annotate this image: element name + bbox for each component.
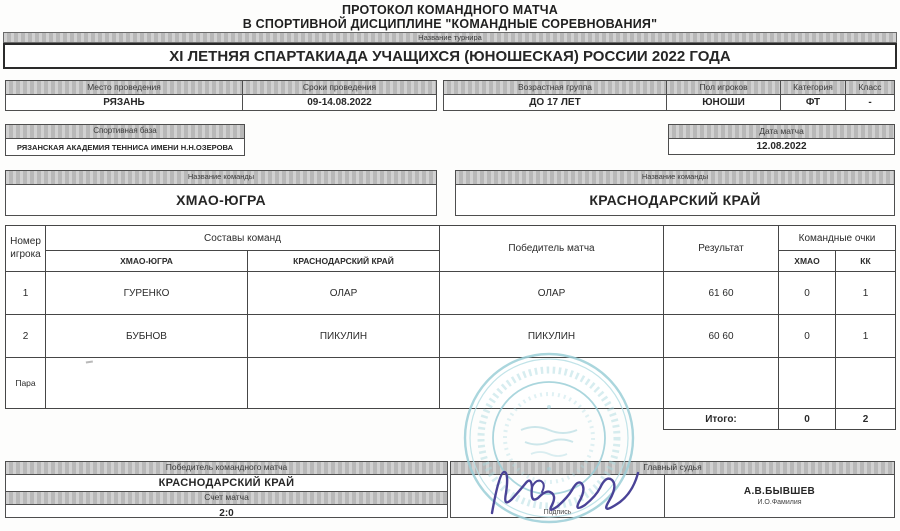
doubles-team1-player bbox=[46, 358, 248, 409]
field-dates bbox=[242, 80, 437, 111]
signature-caption: Подпись bbox=[543, 509, 572, 516]
col-header-team1: ХМАО-ЮГРА bbox=[46, 251, 248, 272]
total-pts-team1: 0 bbox=[779, 409, 836, 430]
field-gender-label: Пол игроков bbox=[667, 81, 780, 95]
match1-result: 61 60 bbox=[664, 272, 779, 315]
document-title-line1: ПРОТОКОЛ КОМАНДНОГО МАТЧА bbox=[341, 3, 559, 17]
team2-label: Название команды bbox=[456, 171, 894, 185]
doubles-winner bbox=[440, 358, 664, 409]
field-venue-city-label: Место проведения bbox=[6, 81, 242, 95]
team-match-winner-block bbox=[5, 461, 448, 518]
team1-box bbox=[5, 170, 437, 216]
match1-pts-team1: 0 bbox=[779, 272, 836, 315]
col-header-lineups: Составы команд bbox=[46, 226, 440, 251]
field-age-group-label: Возрастная группа bbox=[444, 81, 666, 95]
chief-referee-label: Главный судья bbox=[451, 462, 894, 475]
field-class bbox=[845, 80, 895, 111]
venue-value: РЯЗАНСКАЯ АКАДЕМИЯ ТЕННИСА ИМЕНИ Н.Н.ОЗЕРОВА bbox=[6, 139, 244, 155]
match2-team1-player: БУБНОВ bbox=[46, 315, 248, 358]
field-category-label: Категория bbox=[781, 81, 845, 95]
table-row-doubles bbox=[6, 358, 896, 409]
col-header-winner: Победитель матча bbox=[440, 226, 664, 272]
field-venue-city-value: РЯЗАНЬ bbox=[6, 95, 242, 110]
table-row-match2 bbox=[6, 315, 896, 358]
doubles-result bbox=[664, 358, 779, 409]
col-header-result: Результат bbox=[664, 226, 779, 272]
doubles-number: Пара bbox=[6, 358, 46, 409]
team1-name: ХМАО-ЮГРА bbox=[176, 192, 266, 208]
tournament-name: XI ЛЕТНЯЯ СПАРТАКИАДА УЧАЩИХСЯ (ЮНОШЕСКАЯ) РОССИИ 2022 ГОДА bbox=[3, 43, 897, 69]
team-match-winner-label: Победитель командного матча bbox=[6, 462, 447, 475]
total-pts-team2: 2 bbox=[836, 409, 896, 430]
team2-box bbox=[455, 170, 895, 216]
team1-label: Название команды bbox=[6, 171, 436, 185]
col-header-points-team2: КК bbox=[836, 251, 896, 272]
match2-result: 60 60 bbox=[664, 315, 779, 358]
field-class-value: - bbox=[846, 95, 894, 110]
document-title-line2: В СПОРТИВНОЙ ДИСЦИПЛИНЕ "КОМАНДНЫЕ СОРЕВНОВАНИЯ" bbox=[242, 17, 658, 31]
doubles-pts-team2 bbox=[836, 358, 896, 409]
match1-team1-player: ГУРЕНКО bbox=[46, 272, 248, 315]
col-header-team2: КРАСНОДАРСКИЙ КРАЙ bbox=[248, 251, 440, 272]
field-dates-value: 09-14.08.2022 bbox=[243, 95, 436, 110]
venue-box bbox=[5, 124, 245, 156]
team-match-winner-value: КРАСНОДАРСКИЙ КРАЙ bbox=[158, 477, 295, 489]
match-score-label: Счет матча bbox=[6, 491, 447, 505]
signature-cell bbox=[451, 474, 665, 518]
match1-team2-player: ОЛАР bbox=[248, 272, 440, 315]
referee-name-caption: И.О.Фамилия bbox=[757, 499, 802, 506]
team2-name: КРАСНОДАРСКИЙ КРАЙ bbox=[589, 192, 761, 208]
tournament-name-label: Название турнира bbox=[3, 32, 897, 43]
match2-team2-player: ПИКУЛИН bbox=[248, 315, 440, 358]
match2-pts-team2: 1 bbox=[836, 315, 896, 358]
field-dates-label: Сроки проведения bbox=[243, 81, 436, 95]
venue-label: Спортивная база bbox=[6, 125, 244, 139]
col-header-player-number: Номер игрока bbox=[6, 226, 46, 272]
match2-pts-team1: 0 bbox=[779, 315, 836, 358]
col-header-team-points: Командные очки bbox=[779, 226, 896, 251]
doubles-team2-player bbox=[248, 358, 440, 409]
col-header-points-team1: ХМАО bbox=[779, 251, 836, 272]
field-age-group-value: ДО 17 ЛЕТ bbox=[444, 95, 666, 110]
field-venue-city bbox=[5, 80, 243, 111]
field-class-label: Класс bbox=[846, 81, 894, 95]
referee-name-cell bbox=[665, 474, 894, 518]
chief-referee-block bbox=[450, 461, 895, 518]
match2-winner: ПИКУЛИН bbox=[440, 315, 664, 358]
match-date-value: 12.08.2022 bbox=[669, 139, 894, 154]
match1-pts-team2: 1 bbox=[836, 272, 896, 315]
match-date-box bbox=[668, 124, 895, 155]
doubles-pts-team1 bbox=[779, 358, 836, 409]
table-row-total bbox=[6, 409, 896, 430]
match1-number: 1 bbox=[6, 272, 46, 315]
total-spacer bbox=[6, 409, 664, 430]
table-row-match1 bbox=[6, 272, 896, 315]
total-label: Итого: bbox=[664, 409, 779, 430]
field-gender-value: ЮНОШИ bbox=[667, 95, 780, 110]
field-category-value: ФТ bbox=[781, 95, 845, 110]
field-gender bbox=[666, 80, 781, 111]
match1-winner: ОЛАР bbox=[440, 272, 664, 315]
field-category bbox=[780, 80, 846, 111]
referee-name: А.В.БЫВШЕВ bbox=[743, 486, 816, 497]
match-score-value: 2:0 bbox=[219, 507, 234, 519]
field-age-group bbox=[443, 80, 667, 111]
match-results-table bbox=[5, 225, 896, 430]
match2-number: 2 bbox=[6, 315, 46, 358]
match-date-label: Дата матча bbox=[669, 125, 894, 139]
